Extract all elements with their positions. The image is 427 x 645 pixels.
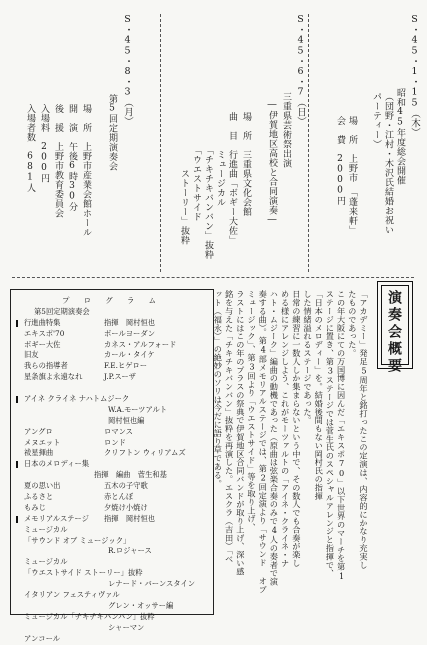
program-item-detail: 五木の子守歌: [104, 481, 148, 491]
program-item-title: アングロ: [24, 426, 53, 436]
program-row: [16, 372, 208, 383]
event-3-line-3: 場 所 上野市産業会館ホール: [81, 104, 91, 237]
event-date-3: S・45・8・3（月）: [122, 14, 133, 126]
program-row: [16, 383, 208, 394]
overview-line: この年大阪にての万国博に因んだ「エキスポ70」以下世界のマーチを第1: [336, 290, 347, 581]
overview-line: ット（福永）」の絶妙のソリは今だに語り草である。: [213, 290, 224, 488]
program-row: [16, 503, 208, 514]
program-item-detail: R.ロジャース: [108, 546, 152, 556]
program-item-title: ふるさと: [24, 492, 54, 502]
program-title: プ ロ グ ラ ム: [62, 296, 162, 305]
program-row: [16, 470, 208, 481]
event-3-line-5: 後 援 上野市教育委員会: [53, 104, 63, 218]
program-item-detail: カール・タイケ: [104, 350, 155, 360]
program-item-title: ミュージカル「チキチキバンバン」抜粋: [24, 611, 155, 621]
program-item-detail: 指揮 編曲 菅生和基: [94, 470, 167, 480]
overview-line: 銘を与えた「チキチキバンバン」抜粋を再演した。エスクラ（吉田）「ベ: [224, 290, 235, 564]
program-item-detail: 岡村恒也編: [108, 415, 145, 425]
event-3-line-6: 入場料 200円: [39, 104, 49, 183]
program-item-detail: F.E.ヒゲロー: [104, 361, 148, 371]
program-row: [16, 634, 208, 645]
program-item-title: イタリアン フェスティヴァル: [24, 590, 120, 600]
program-item-detail: シャーマン: [108, 622, 145, 632]
program-item-title: 旧友: [24, 350, 39, 360]
program-row: [16, 340, 208, 351]
program-row: [16, 579, 208, 590]
program-item-title: 夏の思い出: [24, 481, 61, 491]
program-row: [16, 546, 208, 557]
program-item-detail: カネス・アルフォード: [104, 339, 177, 349]
program-row: [16, 394, 208, 405]
program-item-title: 我らの指導者: [24, 361, 68, 371]
program-row: [16, 416, 208, 427]
program-row: [16, 459, 208, 470]
section-marker: [16, 516, 18, 523]
section-marker: [16, 396, 18, 403]
program-item-title: アンコール: [24, 633, 61, 643]
program-row: [16, 405, 208, 416]
event-2-line-8: 「ウエストサイド: [191, 112, 201, 222]
program-row: [16, 525, 208, 536]
event-1-line-3: パーティー）: [371, 92, 381, 149]
event-2-line-5: 曲 目 行進曲「ボギー大佐」: [227, 112, 237, 245]
event-1-line-6: 会 費 2000円: [335, 116, 345, 206]
program-row: [16, 481, 208, 492]
event-2-line-2: ―伊賀地区高校と合同演奏―: [267, 100, 277, 226]
section-marker: [16, 320, 18, 327]
event-3-line-7: 入場者数 681人: [25, 104, 35, 193]
program-item-title: 日本のメロディー集: [24, 459, 90, 469]
event-1-line-5: 場 所 上野市 「蓬来軒」: [347, 116, 357, 235]
overview-line: 奏する曲）。第4部メモリアルステージでは、第2回定演より「サウンド オブ: [258, 290, 269, 594]
program-item-detail: J.P.スーザ: [104, 372, 136, 382]
program-item-title: ミュージカル: [24, 557, 68, 567]
program-row: [16, 427, 208, 438]
event-3-line-1: 第5回定期演奏会: [107, 94, 117, 171]
overview-heading: 演奏会概要: [386, 290, 402, 375]
program-row: [16, 448, 208, 459]
program-item-detail: クリフトン ウィリアムズ: [104, 448, 186, 458]
column-divider: [160, 14, 161, 272]
program-row: [16, 350, 208, 361]
program-row: [16, 612, 208, 623]
program-row: [16, 536, 208, 547]
program-subtitle: 第5回定期演奏会: [34, 306, 90, 316]
program-row: [16, 514, 208, 525]
overview-line: たものであった。: [347, 290, 358, 358]
program-row: [16, 601, 208, 612]
overview-line: める様にアレンジしよう、これがモーツァルトの「アイネ・クライネ・ナ: [280, 290, 291, 568]
program-row: [16, 568, 208, 579]
event-date-2: S・45・6・7（日）: [295, 14, 306, 126]
program-item-title: もみじ: [24, 502, 46, 512]
program-row: [16, 590, 208, 601]
program-list: [16, 296, 208, 643]
program-item-detail: 赤とんぼ: [104, 492, 134, 502]
program-item-detail: グレン・オッサー編: [108, 600, 174, 610]
event-1-line-1: 昭和45年度総会開催: [395, 88, 405, 185]
overview-line: した情緒溢れるステージであった。: [303, 290, 313, 425]
event-2-line-7: 「チキチキバンバン」抜粋: [203, 112, 213, 260]
program-row: [16, 492, 208, 503]
section-marker: [16, 461, 18, 468]
program-row: [16, 361, 208, 372]
program-item-title: メヌエット: [24, 437, 61, 447]
program-item-title: 「ウエストサイド ストーリー」抜粋: [24, 568, 143, 578]
program-item-detail: 指揮 岡村恒也: [104, 513, 156, 523]
program-item-detail: ロンド: [104, 437, 126, 447]
program-item-title: ミュージカル: [24, 524, 68, 534]
event-3-line-4: 開 演 午後6時30分: [67, 104, 77, 212]
event-1-line-2: （団野・江村・木沢氏結婚お祝い: [383, 92, 393, 235]
program-row: [16, 318, 208, 329]
overview-line: ステージに置き、第3ステージでは菅生氏のスペシャルアレンジと指揮で、: [325, 290, 336, 578]
overview-line: ハト・ムジーク」編曲の動機であった（原曲は弦楽合奏のみで4人の奏者で演: [269, 290, 280, 586]
event-2-line-4: 場 所 三重県文化会館: [241, 112, 251, 217]
program-item-title: 行進曲特集: [24, 317, 61, 327]
program-item-detail: ロマンス: [104, 426, 133, 436]
program-item-title: エキスポ'70: [24, 328, 65, 338]
column-divider: [308, 14, 309, 272]
overview-line: ラストにはこの年のプラスの祭典で伊賀地区合同バンドが取り上げ、深い感: [235, 290, 246, 576]
program-item-title: 「サウンド オブ ミュージック」: [24, 535, 131, 545]
program-row: [16, 623, 208, 634]
overview-line: 日常の練習に一数人しか集まらないという中で、その数人でも合奏が楽し: [291, 290, 302, 568]
program-item-title: アイネ クライネ ナハトムジーク: [24, 394, 130, 404]
program-item-title: メモリアルステージ: [24, 513, 89, 523]
event-date-1: S・45・1・15（木）: [409, 14, 420, 137]
program-item-detail: レナード・バーンスタイン: [108, 579, 196, 589]
program-item-detail: W.A.モーツアルト: [108, 404, 168, 414]
program-row: [16, 438, 208, 449]
section-divider: [12, 277, 414, 278]
overview-line: 「アカデミー」発足5周年と銘打ったこの定演は、内容的にかなり充実し: [359, 290, 369, 569]
program-item-title: ボギー大佐: [24, 339, 61, 349]
event-2-line-9: ストーリー」抜粋: [179, 112, 189, 245]
event-2-line-6: ミュージカル: [215, 112, 225, 207]
event-2-line-1: 三重県芸術祭出演: [281, 92, 291, 168]
program-row: [16, 329, 208, 340]
program-item-detail: 指揮 岡村恒也: [104, 317, 156, 327]
program-item-title: 祓星揮曲: [24, 448, 54, 458]
program-item-title: 星条旗よ永遠なれ: [24, 372, 83, 382]
program-item-detail: ボールヨーダン: [104, 328, 156, 338]
overview-line: ミュージック」、第3回より「ウエストサイド」等を取り上げ、: [247, 290, 257, 532]
overview-line: 「日本のメロディー」を。結婚後間もない岡村氏の指揮: [314, 290, 325, 500]
program-item-detail: 夕焼け小焼け: [104, 502, 148, 512]
program-subtitle-row: [16, 307, 208, 318]
program-row: [16, 557, 208, 568]
